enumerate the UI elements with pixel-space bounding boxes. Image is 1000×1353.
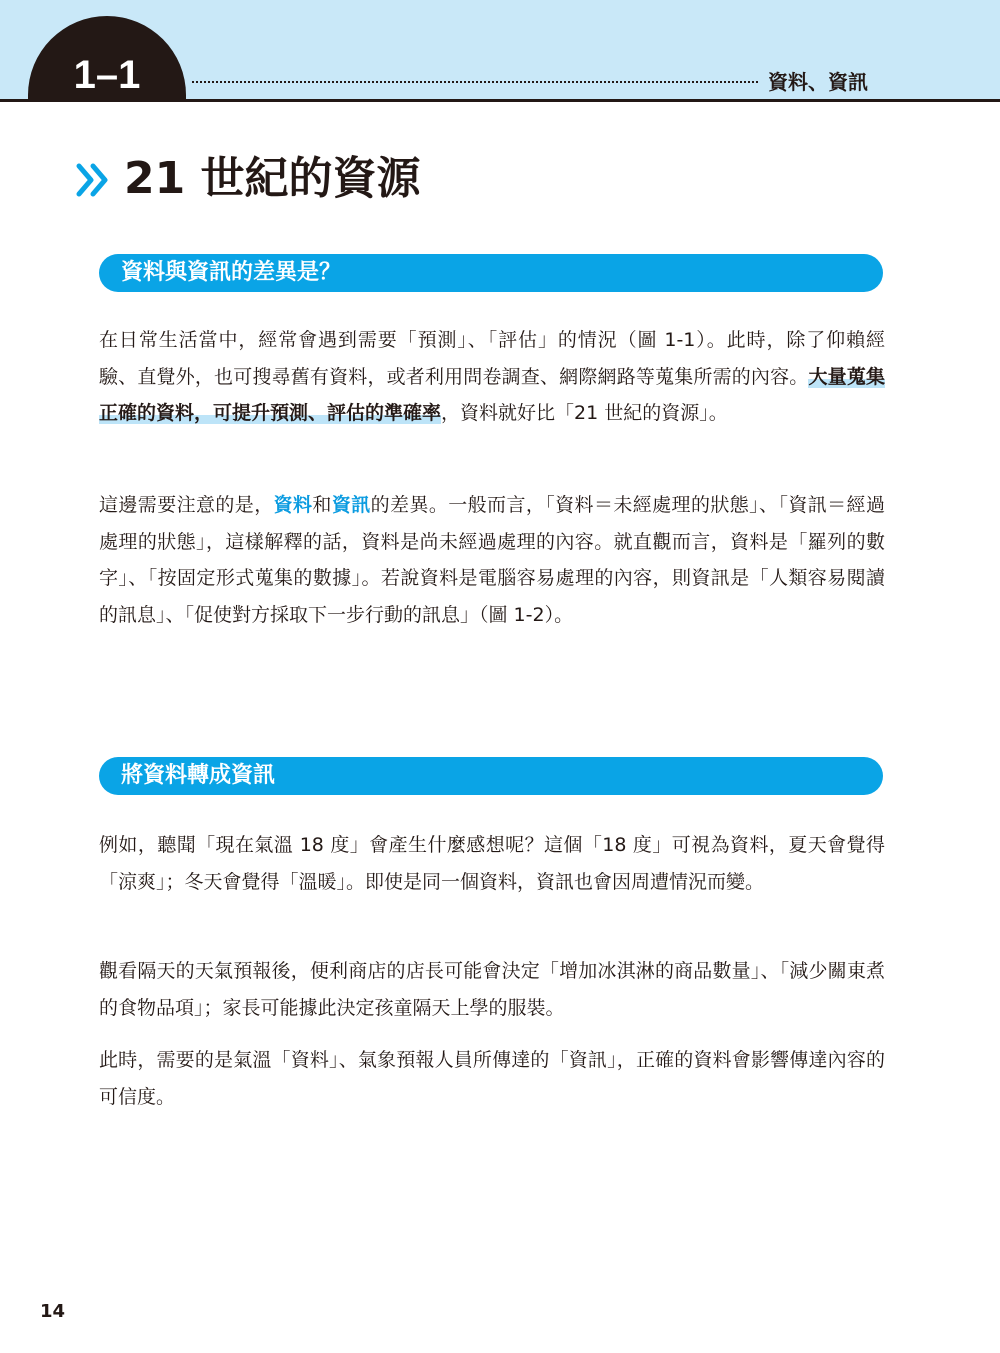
paragraph-data-lead: 這邊需要注意的是， bbox=[99, 494, 274, 516]
subheading-pill-convert bbox=[99, 757, 883, 795]
paragraph-data-tail: 的差異。一般而言，「資料＝未經處理的狀態」、「資訊＝經過處理的狀態」，這樣解釋的話，資料是尚未經過處理的內容。就直觀而言，資料是「羅列的數字」、「按固定形式蒐集的數據」。若說資料是電腦容易處理的內容，則資訊是「人類容易閱讀的訊息」、「促使對方採取下一步行動的訊息」（圖 1-2）。 bbox=[99, 494, 885, 626]
header-topic: 資料、資訊 bbox=[768, 70, 868, 94]
paragraph-temperature-example: 例如，聽聞「現在氣溫 18 度」會產生什麼感想呢？這個「18 度」可視為資料，夏天會覺得「涼爽」；冬天會覺得「溫暖」。即使是同一個資料，資訊也會因周遭情況而變。 bbox=[99, 834, 885, 893]
paragraph-resources bbox=[99, 322, 885, 432]
paragraph-data-vs-information bbox=[99, 487, 885, 633]
page-title: 21 世紀的資源 bbox=[124, 153, 421, 204]
page-number: 14 bbox=[40, 1301, 66, 1322]
paragraph-weather-forecast: 觀看隔天的天氣預報後，便利商店的店長可能會決定「增加冰淇淋的商品數量」、「減少關東煮的食物品項」；家長可能據此決定孩童隔天上學的服裝。 bbox=[99, 960, 885, 1019]
section-number: 1–1 bbox=[73, 53, 141, 97]
paragraph-credibility: 此時，需要的是氣溫「資料」、氣象預報人員所傳達的「資訊」，正確的資料會影響傳達內容的可信度。 bbox=[99, 1049, 885, 1108]
subheading-pill-difference bbox=[99, 254, 883, 292]
paragraph-data-conjunction: 和 bbox=[312, 494, 332, 516]
keyword-information: 資訊 bbox=[331, 494, 371, 516]
header-dotted-leader bbox=[192, 81, 758, 83]
keyword-data: 資料 bbox=[273, 494, 313, 516]
subheading-convert: 將資料轉成資訊 bbox=[121, 763, 276, 788]
double-chevron-right-icon bbox=[76, 160, 110, 200]
highlighted-statement: 大量蒐集正確的資料，可提升預測、評估的準確率 bbox=[99, 365, 885, 424]
paragraph-resources-lead: 在日常生活當中，經常會遇到需要「預測」、「評估」的情況（圖 1-1）。此時，除了仰賴經驗、直覺外，也可搜尋舊有資料，或者利用問卷調查、網際網路等蒐集所需的內容。 bbox=[99, 329, 885, 388]
paragraph-resources-tail: ，資料就好比「21 世紀的資源」。 bbox=[441, 402, 728, 424]
subheading-difference: 資料與資訊的差異是？ bbox=[121, 260, 342, 285]
